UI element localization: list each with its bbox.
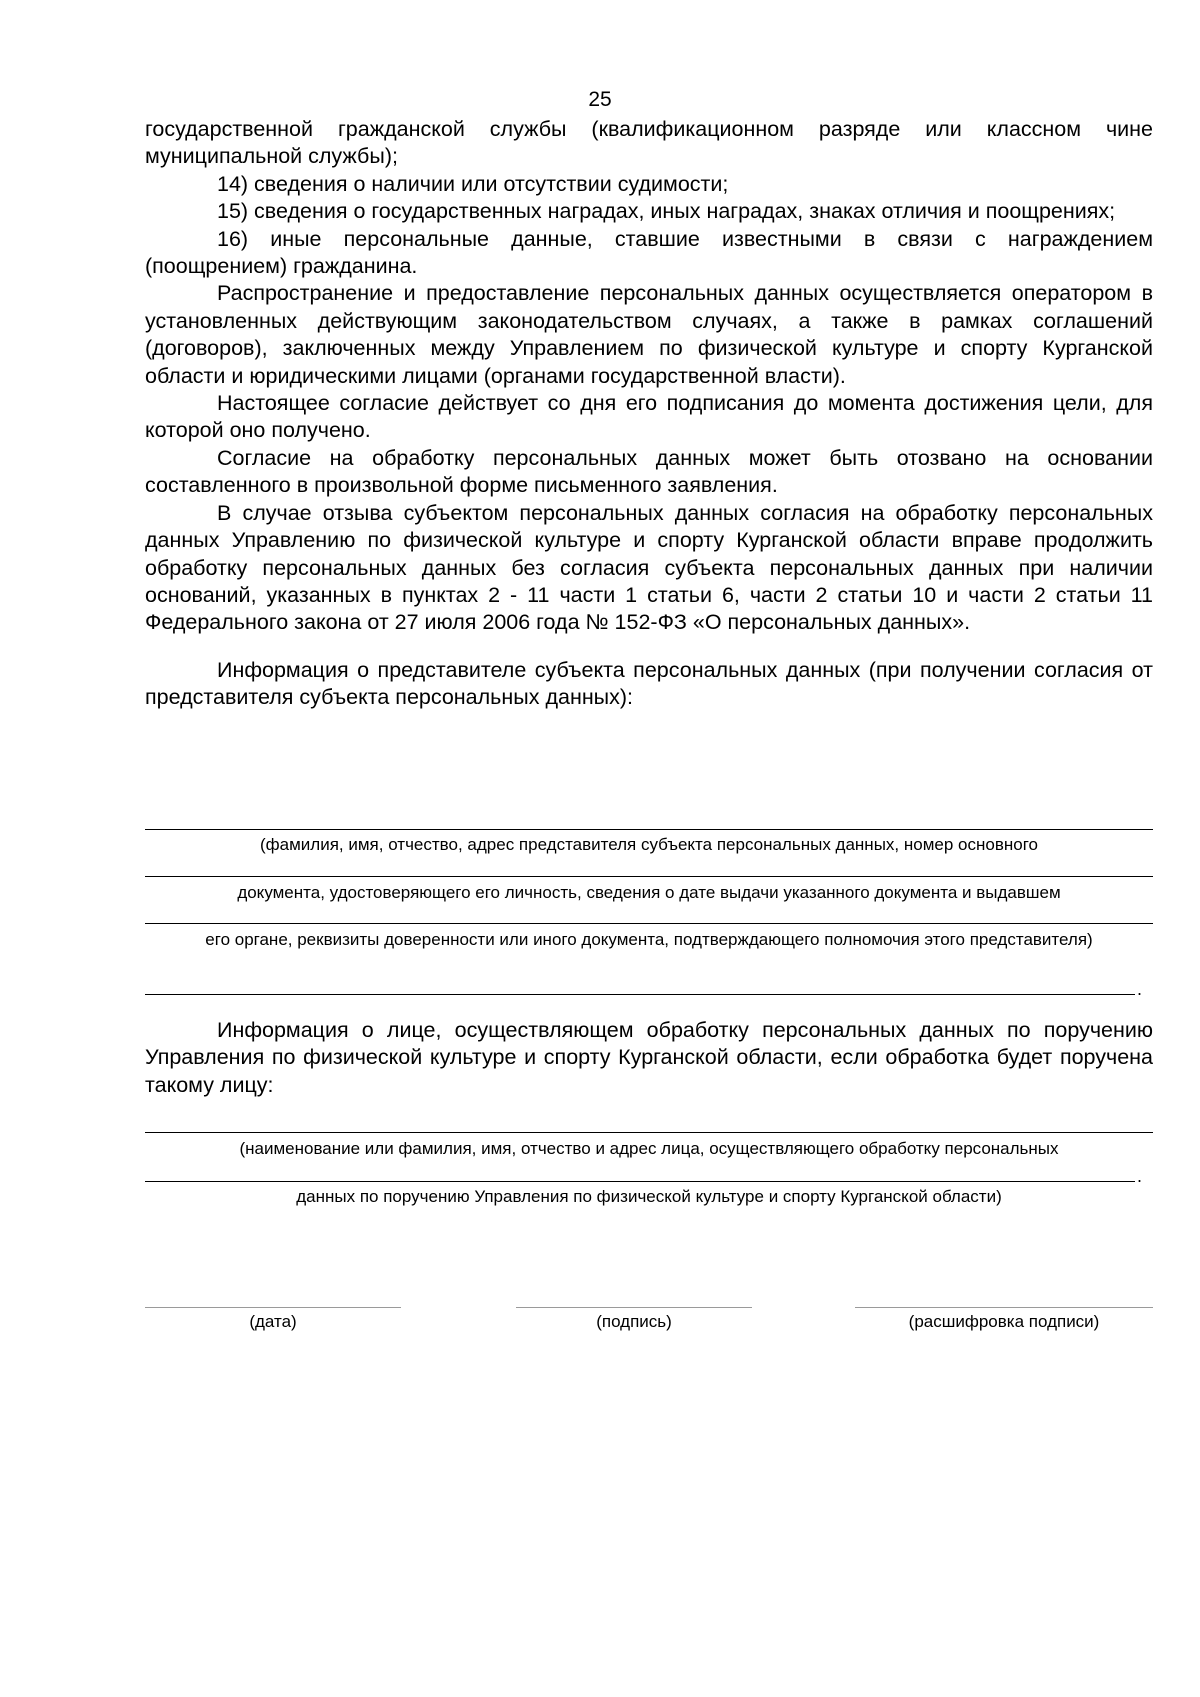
representative-line-2 (145, 876, 1153, 877)
representative-line-4 (145, 994, 1135, 995)
representative-caption-2: документа, удостоверяющего его личность, сведения о дате выдачи указанного документа и выдавшем (237, 883, 1061, 902)
paragraph-distribution: Распространение и предоставление персональных данных осуществляется оператором в установленных действующим законодательством случаях, а также в рамках соглашений (договоров), заключенных между Управлением по физической культуре и спорту Курганской области и юридическими лицами (органами государственной власти). (145, 281, 1153, 388)
paragraph-revocation-consequences: В случае отзыва субъектом персональных данных согласия на обработку персональных данных Управлению по физической культуре и спорту Курганской области вправе продолжить обработку персональных данных без согласия субъекта персональных данных при наличии оснований, указанных в пунктах 2 - 11 части 1 статьи 6, части 2 статьи 10 и части 2 статьи 11 Федерального закона от 27 июля 2006 года № 152-ФЗ «О персональных данных». (145, 500, 1153, 635)
representative-caption-3: его органе, реквизиты доверенности или иного документа, подтверждающего полномочия этого представителя) (205, 930, 1093, 949)
representative-intro: Информация о представителе субъекта персональных данных (при получении согласия от представителя субъекта персональных данных): (145, 657, 1153, 710)
paragraph-validity: Настоящее согласие действует со дня его подписания до момента достижения цели, для которой оно получено. (145, 391, 1153, 443)
representative-caption-1: (фамилия, имя, отчество, адрес представителя субъекта персональных данных, номер основного (260, 835, 1038, 854)
processor-block (145, 1017, 1153, 1099)
signature-decoding-label: (расшифровка подписи) (908, 1312, 1100, 1331)
list-item-15: 15) сведения о государственных наградах, иных наградах, знаках отличия и поощрениях; (217, 199, 1116, 224)
date-label: (дата) (249, 1312, 297, 1331)
line-end-mark: . (1137, 1166, 1143, 1186)
list-item-16: 16) иные персональные данные, ставшие известными в связи с награждением (поощрением) гражданина. (145, 226, 1153, 279)
line-end-mark: . (1137, 979, 1143, 999)
page-number: 25 (588, 88, 612, 111)
processor-intro: Информация о лице, осуществляющем обработку персональных данных по поручению Управления по физической культуре и спорту Курганской области, если обработка будет поручена такому лицу: (145, 1018, 1153, 1097)
signature-line (516, 1307, 752, 1308)
paragraph-revocation: Согласие на обработку персональных данных может быть отозвано на основании составленного в произвольной форме письменного заявления. (145, 445, 1153, 498)
processor-caption-2: данных по поручению Управления по физической культуре и спорту Курганской области) (296, 1187, 1002, 1206)
document-body (145, 116, 1153, 712)
date-line (145, 1307, 401, 1308)
processor-line-1 (145, 1132, 1153, 1133)
signature-decoding-line (855, 1307, 1153, 1308)
processor-line-2 (145, 1181, 1135, 1182)
representative-line-3 (145, 923, 1153, 924)
representative-line-1 (145, 829, 1153, 830)
signature-label: (подпись) (596, 1312, 672, 1331)
paragraph-continuation: государственной гражданской службы (квалификационном разряде или классном чине муниципальной службы); (145, 117, 1153, 169)
list-item-14: 14) сведения о наличии или отсутствии судимости; (217, 171, 729, 196)
processor-caption-1: (наименование или фамилия, имя, отчество и адрес лица, осуществляющего обработку персональных (239, 1139, 1059, 1158)
